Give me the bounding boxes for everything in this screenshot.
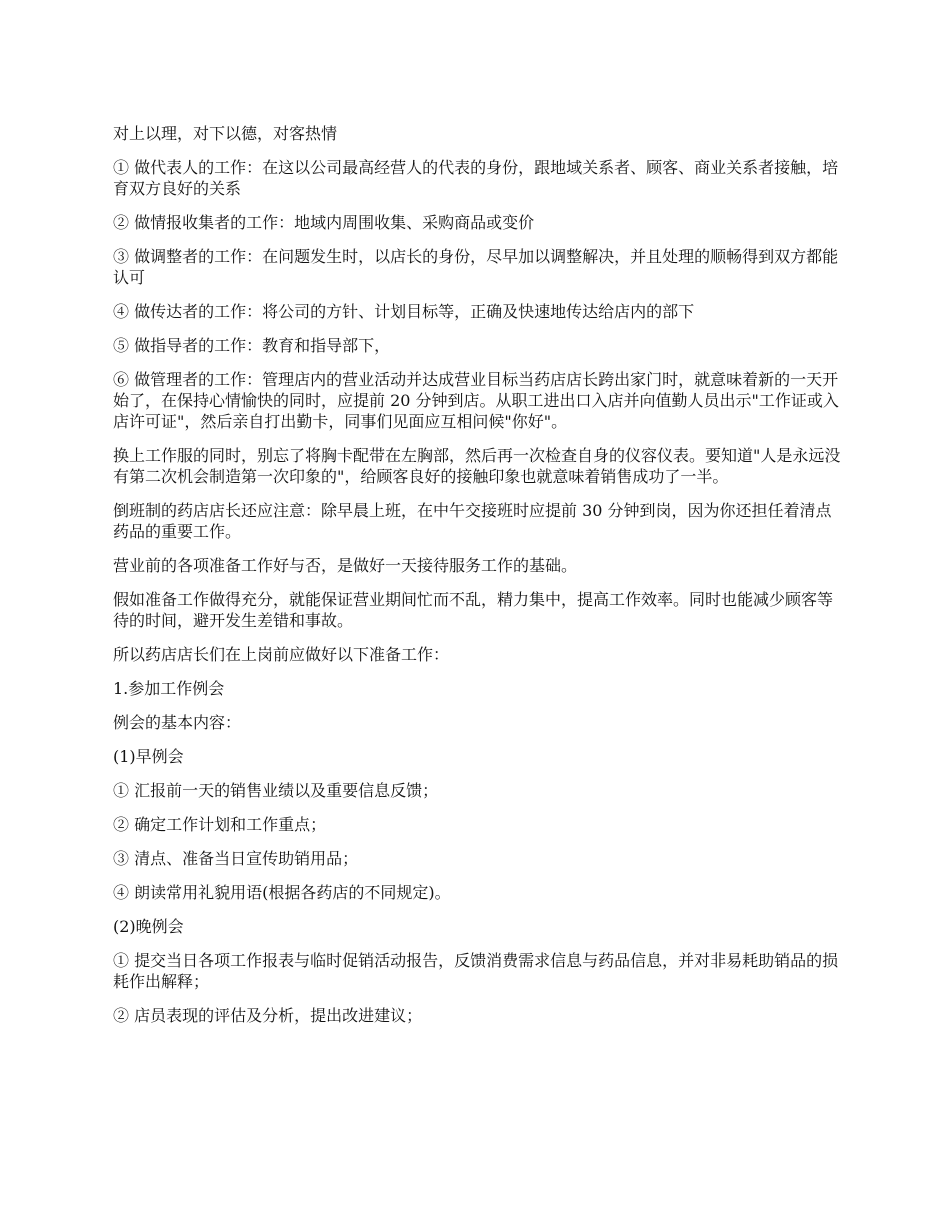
list-item: ④ 朗读常用礼貌用语(根据各药店的不同规定)。 [113,883,451,902]
paragraph: 所以药店店长们在上岗前应做好以下准备工作： [113,645,450,664]
list-item: ② 店员表现的评估及分析，提出改进建议； [113,1006,423,1025]
paragraph: ⑤ 做指导者的工作：教育和指导部下， [113,336,391,355]
list-item: ① 汇报前一天的销售业绩以及重要信息反馈； [113,781,439,800]
paragraph: 假如准备工作做得充分，就能保证营业期间忙而不乱，精力集中，提高工作效率。同时也能减少顾客等待的时间，避开发生差错和事故。 [113,590,834,630]
document-body [113,123,843,1039]
subsection-heading: (1)早例会 [113,747,184,766]
paragraph: ① 做代表人的工作：在这以公司最高经营人的代表的身份，跟地域关系者、顾客、商业关系者接触，培育双方良好的关系 [113,158,839,198]
paragraph: 对上以理，对下以德，对客热情 [113,124,338,143]
list-item: ③ 清点、准备当日宣传助销用品； [113,849,359,868]
section-heading: 1.参加工作例会 [113,679,225,698]
paragraph: ⑥ 做管理者的工作：管理店内的营业活动并达成营业目标当药店店长跨出家门时，就意味着新的一天开始了，在保持心情愉快的同时，应提前 20 分钟到店。从职工进出口入店并向值勤人员出示"工作证或入店许可证"，然后亲自打出勤卡，同事们见面应互相问候"你好"。 [113,370,839,431]
paragraph: 换上工作服的同时，别忘了将胸卡配带在左胸部，然后再一次检查自身的仪容仪表。要知道"人是永远没有第二次机会制造第一次印象的"，给顾客良好的接触印象也就意味着销售成功了一半。 [113,446,841,486]
paragraph: 营业前的各项准备工作好与否，是做好一天接待服务工作的基础。 [113,556,578,575]
paragraph: ② 做情报收集者的工作：地域内周围收集、采购商品或变价 [113,213,535,232]
paragraph: ④ 做传达者的工作：将公司的方针、计划目标等，正确及快速地传达给店内的部下 [113,302,695,321]
subsection-heading: (2)晚例会 [113,917,184,936]
list-item: ② 确定工作计划和工作重点； [113,815,327,834]
paragraph: 倒班制的药店店长还应注意：除早晨上班，在中午交接班时应提前 30 分钟到岗，因为你还担任着清点药品的重要工作。 [113,501,832,541]
paragraph: 例会的基本内容： [113,713,242,732]
list-item: ① 提交当日各项工作报表与临时促销活动报告，反馈消费需求信息与药品信息，并对非易耗助销品的损耗作出解释； [113,951,839,991]
paragraph: ③ 做调整者的工作：在问题发生时，以店长的身份，尽早加以调整解决，并且处理的顺畅得到双方都能认可 [113,247,839,287]
